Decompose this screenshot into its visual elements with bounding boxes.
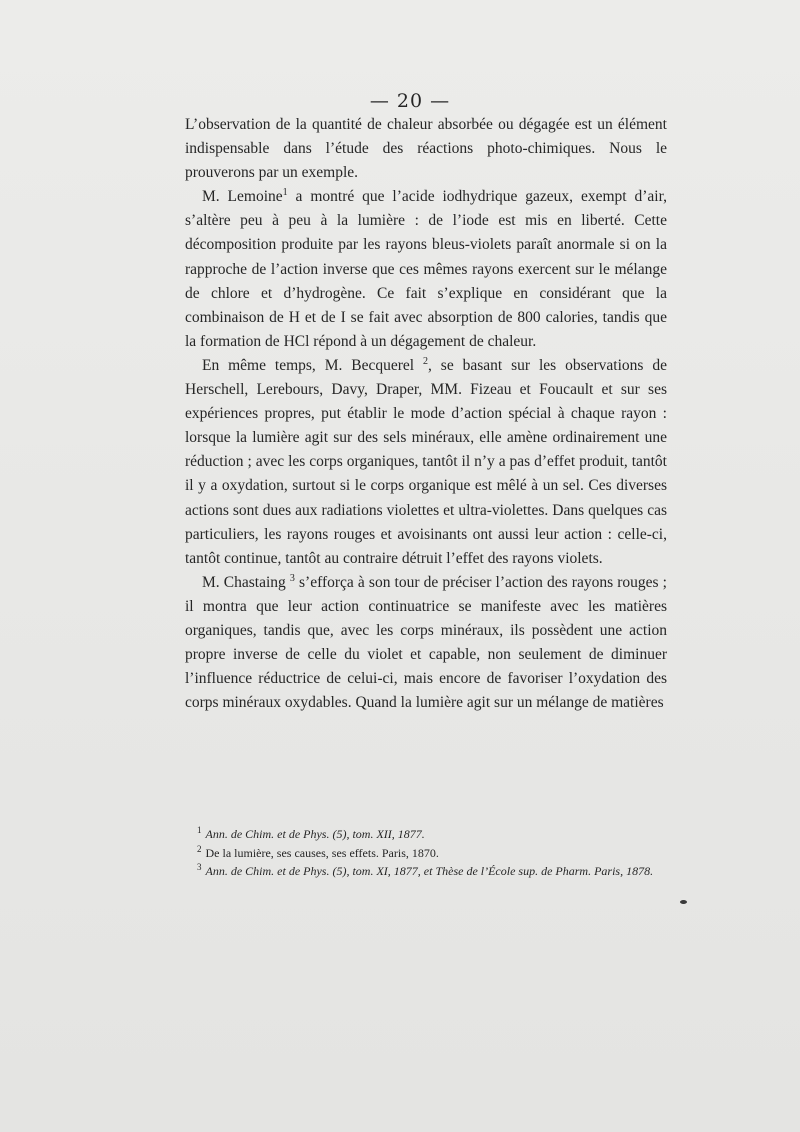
- footnote-1-marker: 1: [197, 825, 202, 835]
- body-text: [185, 113, 667, 715]
- paragraph-2-lead: M. Lemoine: [202, 188, 283, 206]
- footnote-2-marker: 2: [197, 843, 202, 854]
- footnote-ref-1: 1: [282, 187, 288, 199]
- footnotes: [185, 826, 667, 882]
- footnote-2-text: De la lumière, ses causes, ses effets. Paris, 1870.: [205, 845, 439, 860]
- paragraph-4: [185, 571, 667, 716]
- footnote-1: [185, 826, 667, 844]
- footnote-ref-3: 3: [289, 572, 295, 584]
- footnote-ref-2: 2: [423, 355, 429, 367]
- paragraph-4-rest: s’efforça à son tour de préciser l’action des rayons rouges ; il montra que leur action continuatrice se manifeste avec les matières organiques, tandis que, avec les corps minéraux, ils possèdent une action propre inverse de celle du violet et capable, non seulement de diminuer l’influence réductrice de celui-ci, mais encore de favoriser l’oxydation des corps minéraux oxydables. Quand la lumière agit sur un mélange de matières: [185, 573, 667, 712]
- paragraph-3-lead: En même temps, M. Becquerel: [202, 356, 424, 374]
- footnote-2: [185, 845, 667, 863]
- footnote-3-text: Ann. de Chim. et de Phys. (5), tom. XI, 1877, et Thèse de l’École sup. de Pharm. Paris, 1878.: [205, 864, 654, 878]
- footnote-3: [185, 863, 667, 881]
- paragraph-4-lead: M. Chastaing: [202, 573, 290, 591]
- ink-speck: [680, 900, 687, 904]
- paragraph-2-rest: a montré que l’acide iodhydrique gazeux, exempt d’air, s’altère peu à peu à la lumière : de l’iode est mis en liberté. Cette décomposition produite par les rayons bleus-violets paraît anormale si on la rapproche de l’action inverse que ces mêmes rayons exercent sur le mélange de chlore et d’hydrogène. Ce fait s’explique en considérant que la combinaison de H et de I se fait avec absorption de 800 calories, tandis que la formation de HCl répond à un dégagement de chaleur.: [185, 188, 667, 350]
- footnote-3-marker: 3: [197, 862, 202, 872]
- paragraph-3: [185, 354, 667, 571]
- paragraph-3-rest: , se basant sur les observations de Herschell, Lerebours, Davy, Draper, MM. Fizeau et Foucault et sur ses expériences propres, put établir le mode d’action spécial à chaque rayon : lorsque la lumière agit sur des sels minéraux, elle amène ordinairement une réduction ; avec les corps organiques, tantôt il n’y a pas d’effet produit, tantôt il y a oxydation, surtout si le corps organique est mêlé à un sel. Ces diverses actions sont dues aux radiations violettes et ultra-violettes. Dans quelques cas particuliers, les rayons rouges et avoisinants ont aussi leur action : celle-ci, tantôt continue, tantôt au contraire détruit l’effet des rayons violets.: [185, 356, 667, 567]
- paragraph-2: [185, 185, 667, 354]
- paragraph-1: L’observation de la quantité de chaleur absorbée ou dégagée est un élément indispensable dans l’étude des réactions photo-chimiques. Nous le prouverons par un exemple.: [185, 116, 667, 182]
- page-number: — 20 —: [369, 90, 451, 112]
- footnote-1-text: Ann. de Chim. et de Phys. (5), tom. XII, 1877.: [205, 827, 425, 841]
